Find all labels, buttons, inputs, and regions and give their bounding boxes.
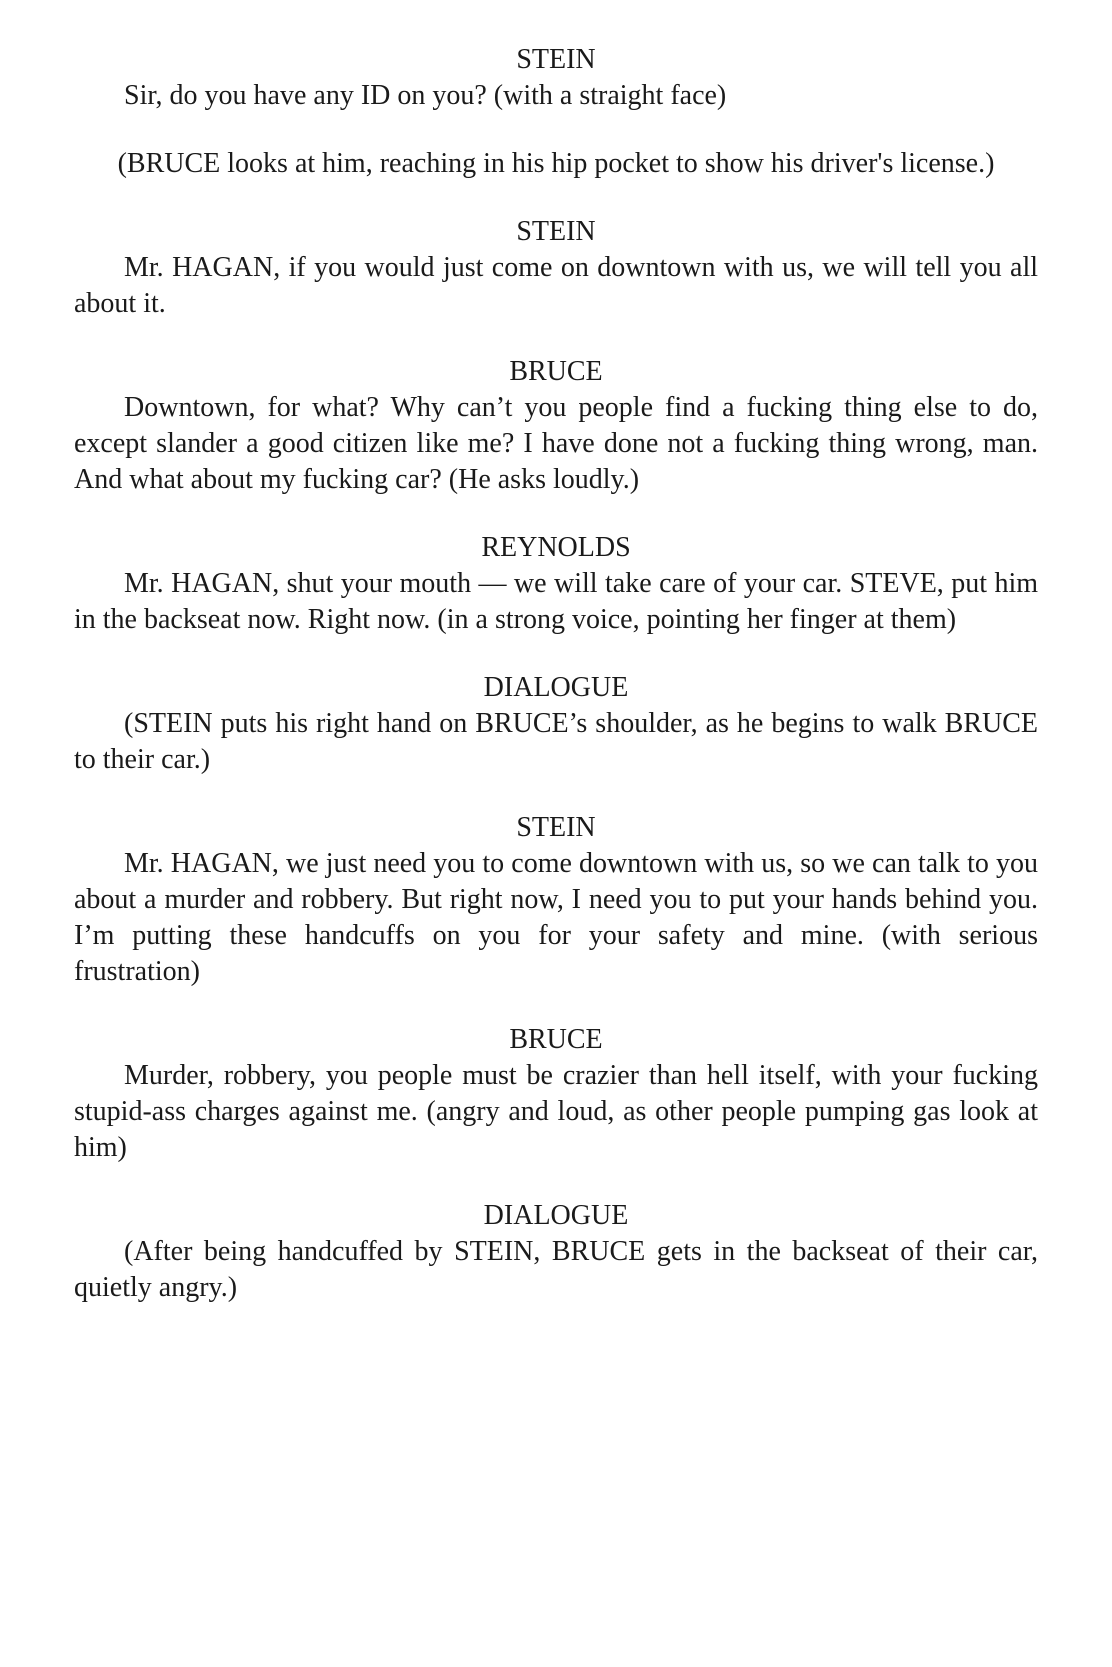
dialogue-line: (After being handcuffed by STEIN, BRUCE gets in the backseat of their car, quietly angry.) (74, 1236, 1038, 1303)
dialogue-block (74, 810, 1038, 990)
dialogue-line: (STEIN puts his right hand on BRUCE’s shoulder, as he begins to walk BRUCE to their car.) (74, 708, 1038, 775)
speaker-name: STEIN (516, 812, 596, 843)
stage-direction: (BRUCE looks at him, reaching in his hip pocket to show his driver's license.) (117, 148, 995, 179)
speaker-name: BRUCE (509, 356, 603, 387)
dialogue-block (74, 1198, 1038, 1306)
speaker-name: DIALOGUE (483, 1200, 629, 1231)
script-page (74, 42, 1038, 1338)
dialogue-line: Mr. HAGAN, shut your mouth — we will take care of your car. STEVE, put him in the backseat now. Right now. (in a strong voice, pointing her finger at them) (74, 568, 1038, 635)
dialogue-block (74, 1022, 1038, 1166)
stage-direction-block (74, 146, 1038, 182)
dialogue-block (74, 42, 1038, 114)
speaker-name: STEIN (516, 216, 596, 247)
dialogue-block (74, 214, 1038, 322)
speaker-name: BRUCE (509, 1024, 603, 1055)
speaker-name: STEIN (516, 44, 596, 75)
speaker-name: DIALOGUE (483, 672, 629, 703)
speaker-name: REYNOLDS (481, 532, 631, 563)
dialogue-line: Mr. HAGAN, if you would just come on downtown with us, we will tell you all about it. (74, 252, 1038, 319)
dialogue-block (74, 670, 1038, 778)
dialogue-line: Murder, robbery, you people must be crazier than hell itself, with your fucking stupid-ass charges against me. (angry and loud, as other people pumping gas look at him) (74, 1060, 1038, 1163)
dialogue-block (74, 530, 1038, 638)
dialogue-line: Sir, do you have any ID on you? (with a straight face) (124, 80, 727, 111)
dialogue-block (74, 354, 1038, 498)
dialogue-line: Mr. HAGAN, we just need you to come downtown with us, so we can talk to you about a murder and robbery. But right now, I need you to put your hands behind you. I’m putting these handcuffs on you for your safety and mine. (with serious frustration) (74, 848, 1038, 987)
dialogue-line: Downtown, for what? Why can’t you people find a fucking thing else to do, except slander a good citizen like me? I have done not a fucking thing wrong, man. And what about my fucking car? (He asks loudly.) (74, 392, 1038, 495)
